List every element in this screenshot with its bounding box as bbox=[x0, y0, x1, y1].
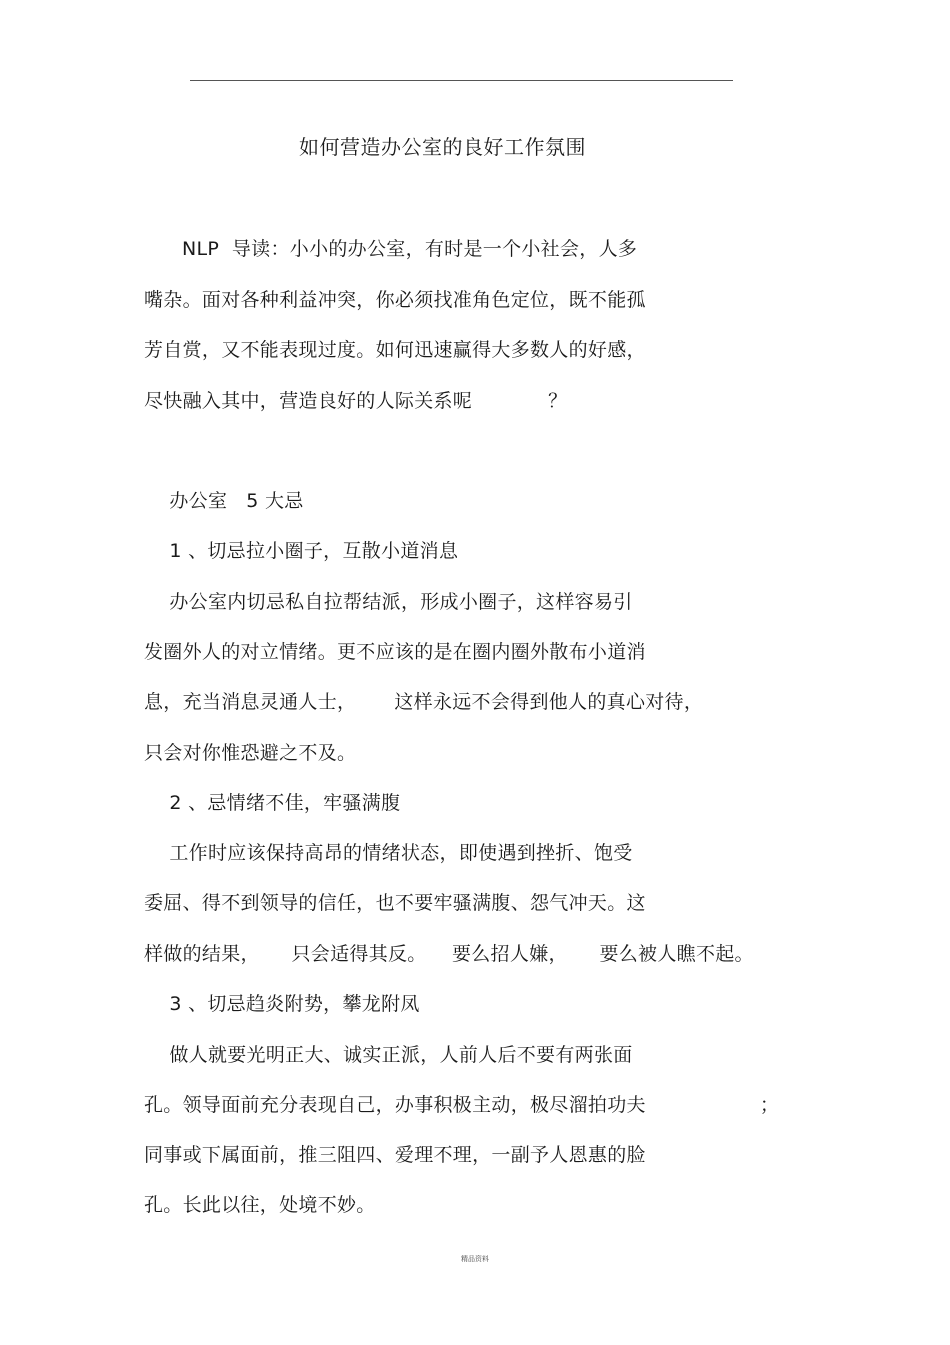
text-line: 样做的结果， 只会适得其反。 要么招人嫌， 要么被人瞧不起。 bbox=[144, 943, 754, 965]
text-line: 同事或下属面前，推三阻四、爱理不理，一副予人恩惠的脸 bbox=[144, 1144, 646, 1166]
item-heading: 3 、切忌趋炎附势，攀龙附凤 bbox=[144, 993, 420, 1015]
text-line: 做人就要光明正大、诚实正派，人前人后不要有两张面 bbox=[144, 1044, 633, 1066]
text-line: 息，充当消息灵通人士， 这样永远不会得到他人的真心对待， bbox=[144, 691, 704, 713]
text-line: 只会对你惟恐避之不及。 bbox=[144, 742, 357, 764]
text-line: 工作时应该保持高昂的情绪状态，即使遇到挫折、饱受 bbox=[144, 842, 633, 864]
section-heading: 办公室 5 大忌 bbox=[144, 490, 304, 512]
text-line: 发圈外人的对立情绪。更不应该的是在圈内圈外散布小道消 bbox=[144, 641, 646, 663]
text-line: 孔。长此以往，处境不妙。 bbox=[144, 1194, 376, 1216]
text-line: 芳自赏，又不能表现过度。如何迅速赢得大多数人的好感， bbox=[144, 339, 646, 361]
item-heading: 2 、忌情绪不佳，牢骚满腹 bbox=[144, 792, 401, 814]
text-line: 嘴杂。面对各种利益冲突，你必须找准角色定位，既不能孤 bbox=[144, 289, 646, 311]
text-line: 委屈、得不到领导的信任，也不要牢骚满腹、怨气冲天。这 bbox=[144, 892, 646, 914]
text-line: 孔。领导面前充分表现自己，办事积极主动，极尽溜拍功夫 ； bbox=[144, 1094, 780, 1116]
text-line: NLP 导读：小小的办公室，有时是一个小社会，人多 bbox=[144, 238, 638, 260]
item-heading: 1 、切忌拉小圈子，互散小道消息 bbox=[144, 540, 459, 562]
text-line: 尽快融入其中，营造良好的人际关系呢 ？ bbox=[144, 390, 568, 412]
page-footer: 精品资料 bbox=[461, 1255, 489, 1263]
header-rule bbox=[190, 80, 733, 81]
document-title: 如何营造办公室的良好工作氛围 bbox=[299, 135, 586, 159]
text-line: 办公室内切忌私自拉帮结派，形成小圈子，这样容易引 bbox=[144, 591, 633, 613]
